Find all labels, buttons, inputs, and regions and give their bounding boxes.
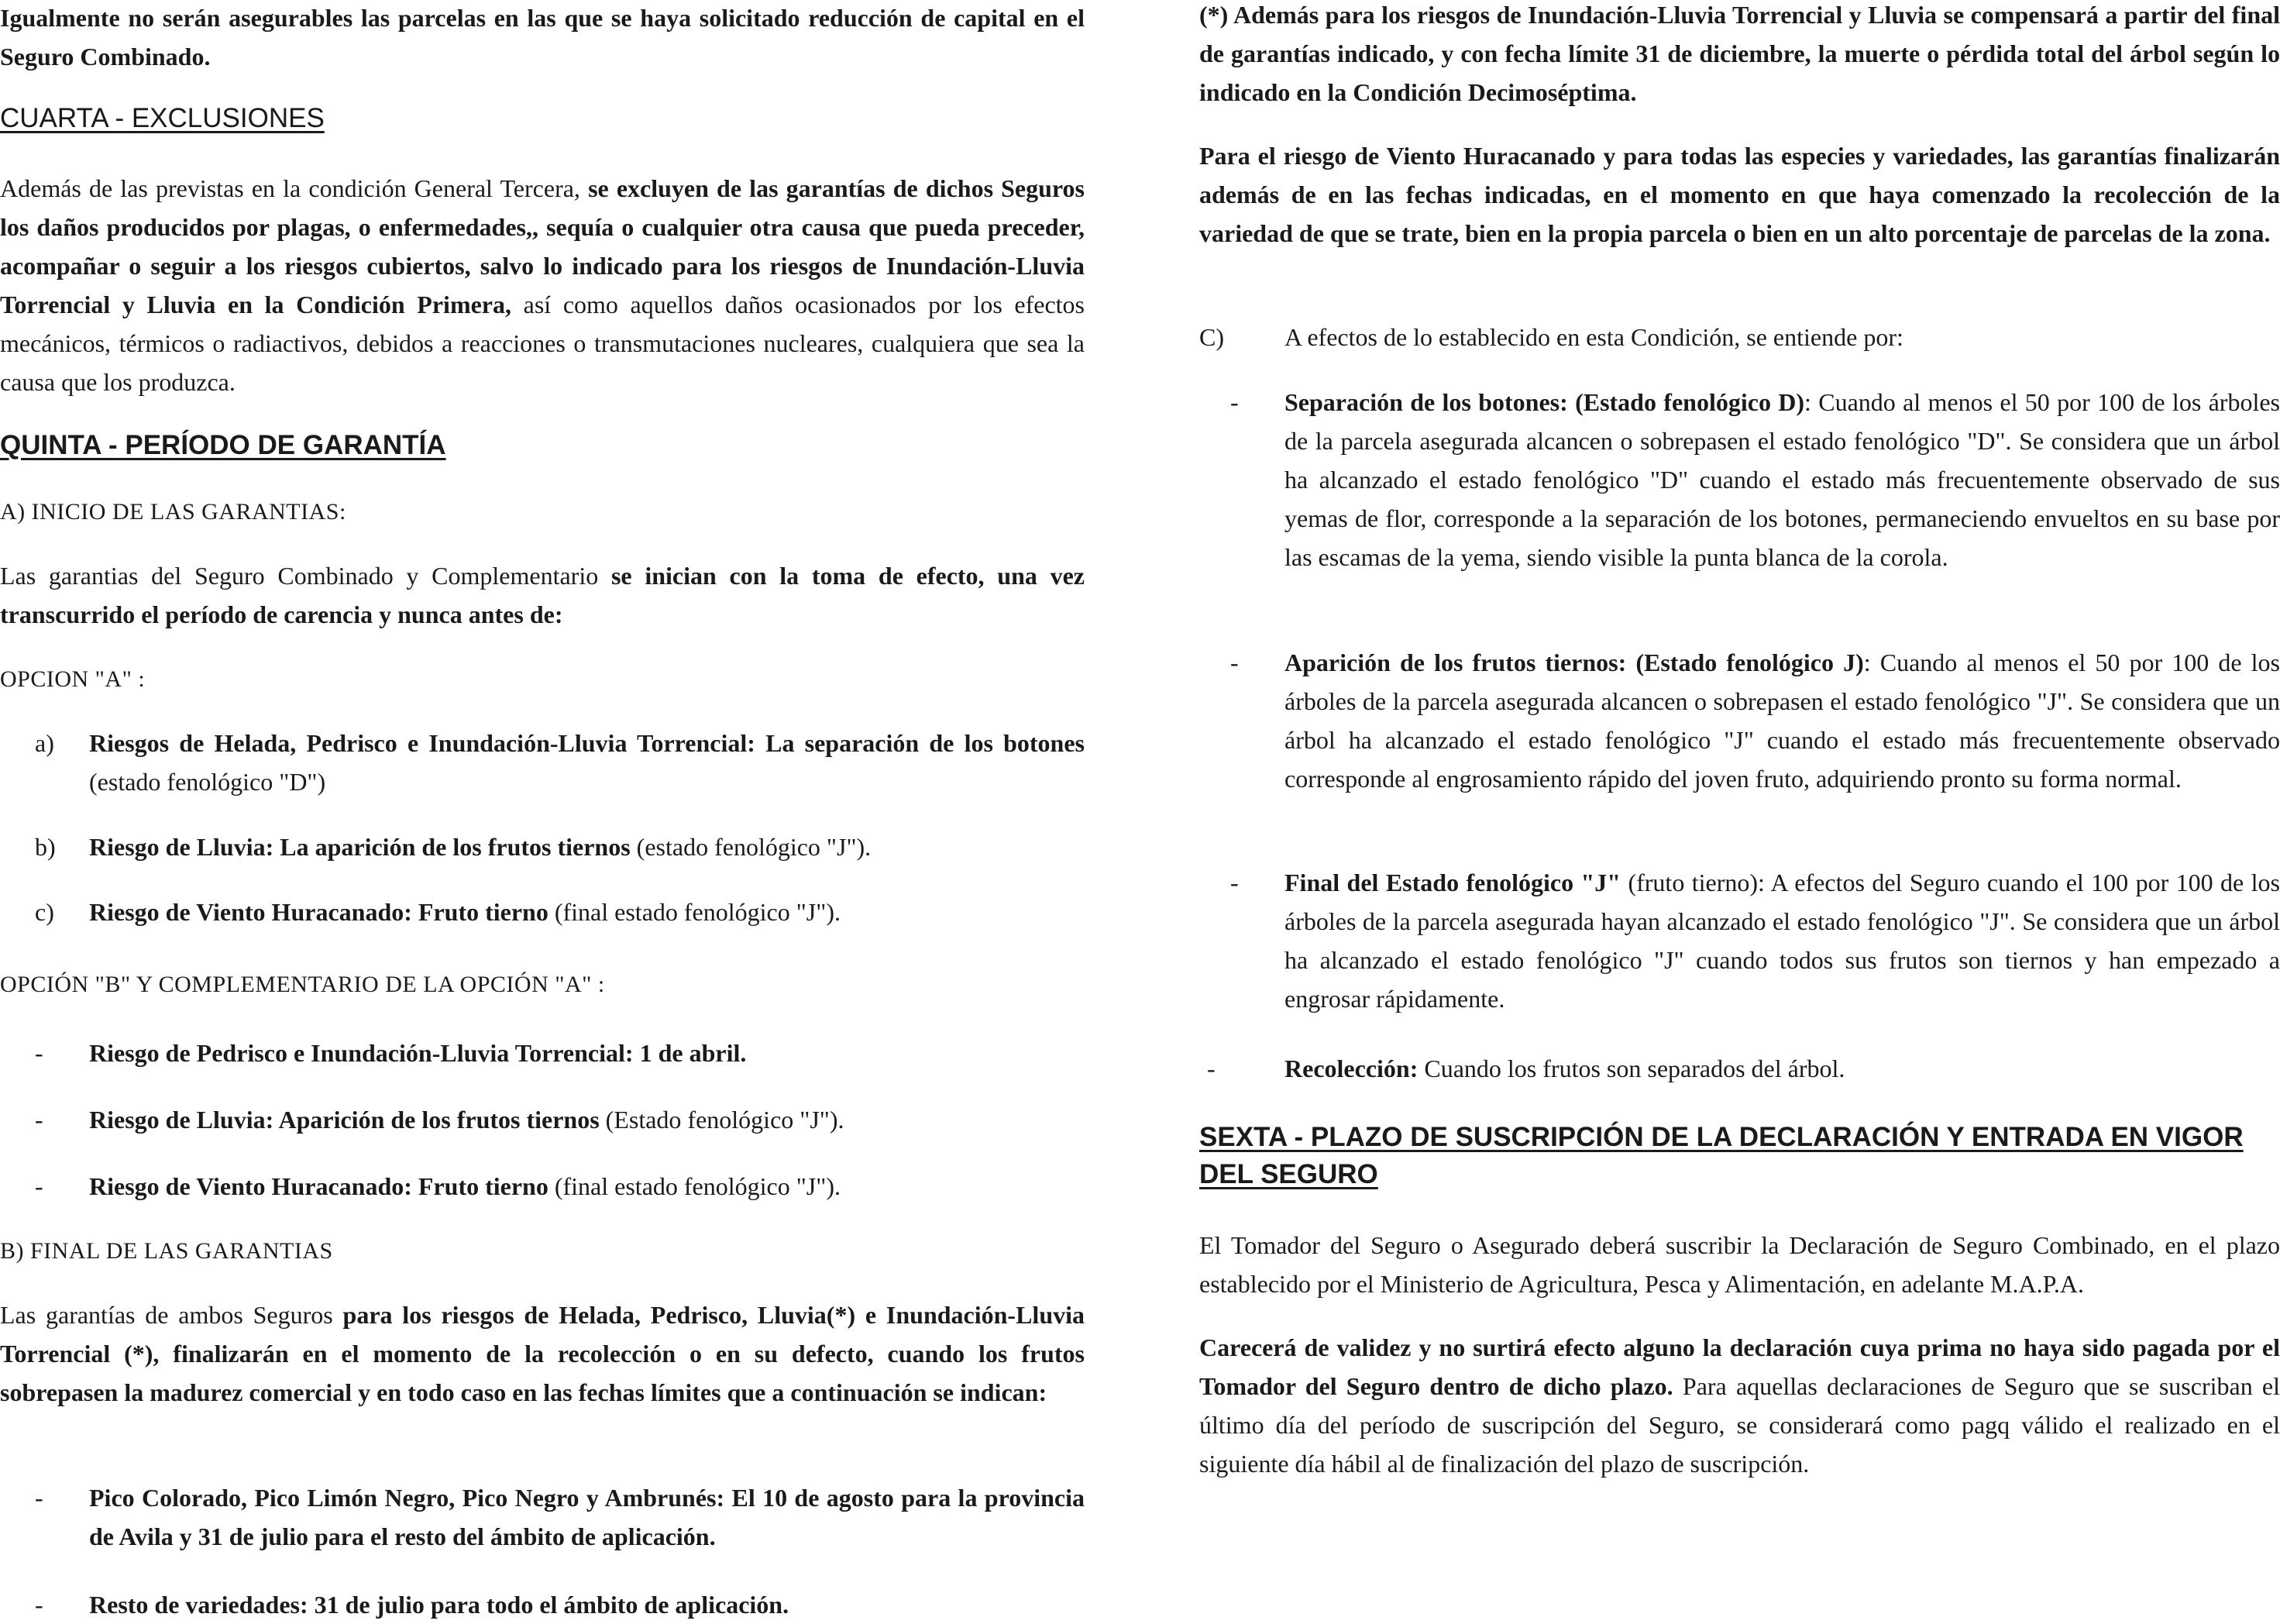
item-text: (Estado fenológico "J"). xyxy=(599,1106,844,1134)
opcion-a-item xyxy=(0,893,1085,931)
opcion-b-item xyxy=(0,1100,1085,1139)
intro-text: Igualmente no serán asegurables las parcelas en las que se haya solicitado reducción de capital en el Seguro Combinado. xyxy=(0,4,1085,71)
item-marker: a) xyxy=(35,729,54,757)
final-garantias-title: B) FINAL DE LAS GARANTIAS xyxy=(0,1238,333,1264)
item-bold-text: Riesgo de Pedrisco e Inundación-Lluvia Torrencial: 1 de abril. xyxy=(89,1039,747,1067)
definition-item xyxy=(1199,863,2280,1018)
item-marker: c) xyxy=(35,898,54,926)
item-text: (final estado fenológico "J"). xyxy=(548,1172,841,1200)
inicio-garantias-title: A) INICIO DE LAS GARANTIAS: xyxy=(0,499,346,525)
item-text: (final estado fenológico "J"). xyxy=(548,898,841,926)
item-marker: - xyxy=(35,1106,43,1134)
sexta-paragraph-1 xyxy=(1199,1226,2280,1303)
cuarta-text-3: así como aquellos daños ocasionados por los efectos mecánicos, térmicos o radiactivos, debidos a reacciones o transmutaciones nucleares, cualquiera que sea la causa que los produzca. xyxy=(0,291,1085,396)
item-marker: - xyxy=(35,1172,43,1200)
viento-text: Para el riesgo de Viento Huracanado y para todas las especies y variedades, las garantías finalizarán además de en las fechas indicadas, en el momento en que haya comenzado la recolección de la variedad de que se trate, bien en la propia parcela o bien en un alto porcentaje de parcelas de la zona. xyxy=(1199,142,2280,247)
opcion-a-label: OPCION "A" : xyxy=(0,666,146,692)
item-marker: - xyxy=(35,1484,43,1512)
item-bold-text: Riesgo de Viento Huracanado: Fruto tierno xyxy=(89,898,549,926)
opcion-b-item xyxy=(0,1167,1085,1206)
cuarta-paragraph xyxy=(0,169,1085,401)
sexta-text-normal: Para aquellas declaraciones de Seguro que se suscriban el último día del período de suscripción del Seguro, se considerará como pagq válido el realizado en el siguiente día hábil al de finalización del plazo de suscripción. xyxy=(1199,1372,2280,1478)
note-text: (*) Además para los riesgos de Inundación-Lluvia Torrencial y Lluvia se compensará a partir del final de garantías indicado, y con fecha límite 31 de diciembre, la muerte o pérdida total del árbol según lo indicado en la Condición Decimoséptima. xyxy=(1199,1,2280,106)
item-marker: - xyxy=(1230,649,1239,676)
final-item xyxy=(0,1585,1085,1624)
inicio-text-bold: se inician con la toma de efecto, una vez transcurrido el período de carencia y nunca antes de: xyxy=(0,562,1085,628)
definition-item xyxy=(1199,383,2280,576)
inicio-text-normal: Las garantias del Seguro Combinado y Complementario xyxy=(0,562,611,590)
definition-text: : Cuando al menos el 50 por 100 de los árboles de la parcela asegurada alcancen o sobrepasen el estado fenológico "J". Se considera que un árbol ha alcanzado el estado fenológico "J" cuando el estado más frecuentemente observado corresponde al engrosamiento rápido del joven fruto, adquiriendo pronto su forma normal. xyxy=(1284,649,2280,793)
item-bold-text: Riesgo de Lluvia: La aparición de los frutos tiernos xyxy=(89,833,631,861)
definition-term: Recolección: xyxy=(1284,1055,1419,1082)
definition-term: Final del Estado fenológico "J" xyxy=(1284,869,1621,896)
viento-paragraph xyxy=(1199,136,2280,253)
cuarta-heading: CUARTA - EXCLUSIONES xyxy=(0,103,325,133)
note-paragraph xyxy=(1199,0,2280,112)
intro-paragraph xyxy=(0,0,1085,76)
cuarta-text-1: Además de las previstas en la condición General Tercera, xyxy=(0,174,589,202)
item-marker: - xyxy=(1230,869,1239,896)
item-marker: b) xyxy=(35,833,56,861)
definition-text: : Cuando al menos el 50 por 100 de los árboles de la parcela asegurada alcancen o sobrepasen el estado fenológico "D". Se considera que un árbol ha alcanzado el estado fenológico "D" cuando el estado más frecuentemente observado de sus yemas de flor, corresponde a la separación de los botones, permaneciendo envueltos en su base por las escamas de la yema, siendo visible la punta blanca de la corola. xyxy=(1284,388,2280,571)
opcion-a-item xyxy=(0,827,1085,866)
definition-text: Cuando los frutos son separados del árbol. xyxy=(1418,1055,1845,1082)
item-marker: - xyxy=(1230,388,1239,416)
item-text: (estado fenológico "J"). xyxy=(630,833,872,861)
definition-item xyxy=(1199,643,2280,798)
item-marker: - xyxy=(1207,1055,1216,1082)
item-bold-text: Pico Colorado, Pico Limón Negro, Pico Negro y Ambrunés: El 10 de agosto para la provincia de Avila y 31 de julio para el resto del ámbito de aplicación. xyxy=(89,1484,1085,1550)
c-item xyxy=(1199,318,2280,356)
item-bold-text: Riesgo de Viento Huracanado: Fruto tierno xyxy=(89,1172,549,1200)
final-paragraph xyxy=(0,1295,1085,1412)
item-bold-text: Resto de variedades: 31 de julio para todo el ámbito de aplicación. xyxy=(89,1591,789,1619)
inicio-paragraph xyxy=(0,556,1085,634)
final-text-normal: Las garantías de ambos Seguros xyxy=(0,1301,343,1329)
item-bold-text: Riesgos de Helada, Pedrisco e Inundación-Lluvia Torrencial: La separación de los botones xyxy=(89,729,1085,757)
cuarta-text-2: se excluyen de las garantías de dichos Seguros los daños producidos por plagas, o enfermedades,, sequía o cualquier otra causa que pueda preceder, acompañar o seguir a los riesgos cubiertos, salvo lo indicado para los riesgos de Inundación-Lluvia Torrencial y Lluvia en la Condición Primera, xyxy=(0,174,1085,318)
item-marker: - xyxy=(35,1039,43,1067)
sexta-heading: SEXTA - PLAZO DE SUSCRIPCIÓN DE LA DECLARACIÓN Y ENTRADA EN VIGOR DEL SEGURO xyxy=(1199,1122,2244,1189)
opcion-b-label: OPCIÓN "B" Y COMPLEMENTARIO DE LA OPCIÓN "A" : xyxy=(0,972,605,997)
sexta-text-1: El Tomador del Seguro o Asegurado deberá suscribir la Declaración de Seguro Combinado, en el plazo establecido por el Ministerio de Agricultura, Pesca y Alimentación, en adelante M.A.P.A. xyxy=(1199,1231,2280,1298)
opcion-b-item xyxy=(0,1034,1085,1072)
definition-text: (fruto tierno): A efectos del Seguro cuando el 100 por 100 de los árboles de la parcela asegurada hayan alcanzado el estado fenológico "J". Se considera que un árbol ha alcanzado el estado fenológico "J" cuando todos sus frutos son tiernos y han empezado a engrosar rápidamente. xyxy=(1284,869,2280,1013)
sexta-paragraph-2 xyxy=(1199,1328,2280,1483)
definition-term: Separación de los botones: (Estado fenológico D) xyxy=(1284,388,1805,416)
final-text-bold: para los riesgos de Helada, Pedrisco, Lluvia(*) e Inundación-Lluvia Torrencial (*), finalizarán en el momento de la recolección o en su defecto, cuando los frutos sobrepasen la madurez comercial y en todo caso en las fechas límites que a continuación se indican: xyxy=(0,1301,1085,1406)
definition-item xyxy=(1199,1049,2280,1088)
c-text: A efectos de lo establecido en esta Condición, se entiende por: xyxy=(1284,323,1903,351)
item-text: (estado fenológico "D") xyxy=(89,768,326,796)
definition-term: Aparición de los frutos tiernos: (Estado fenológico J) xyxy=(1284,649,1864,676)
final-item xyxy=(0,1478,1085,1556)
opcion-a-item xyxy=(0,724,1085,801)
item-marker: - xyxy=(35,1591,43,1619)
item-bold-text: Riesgo de Lluvia: Aparición de los frutos tiernos xyxy=(89,1106,600,1134)
item-marker: C) xyxy=(1199,323,1224,351)
sexta-text-bold: Carecerá de validez y no surtirá efecto alguno la declaración cuya prima no haya sido pagada por el Tomador del Seguro dentro de dicho plazo. xyxy=(1199,1333,2280,1400)
quinta-heading: QUINTA - PERÍODO DE GARANTÍA xyxy=(0,430,446,460)
